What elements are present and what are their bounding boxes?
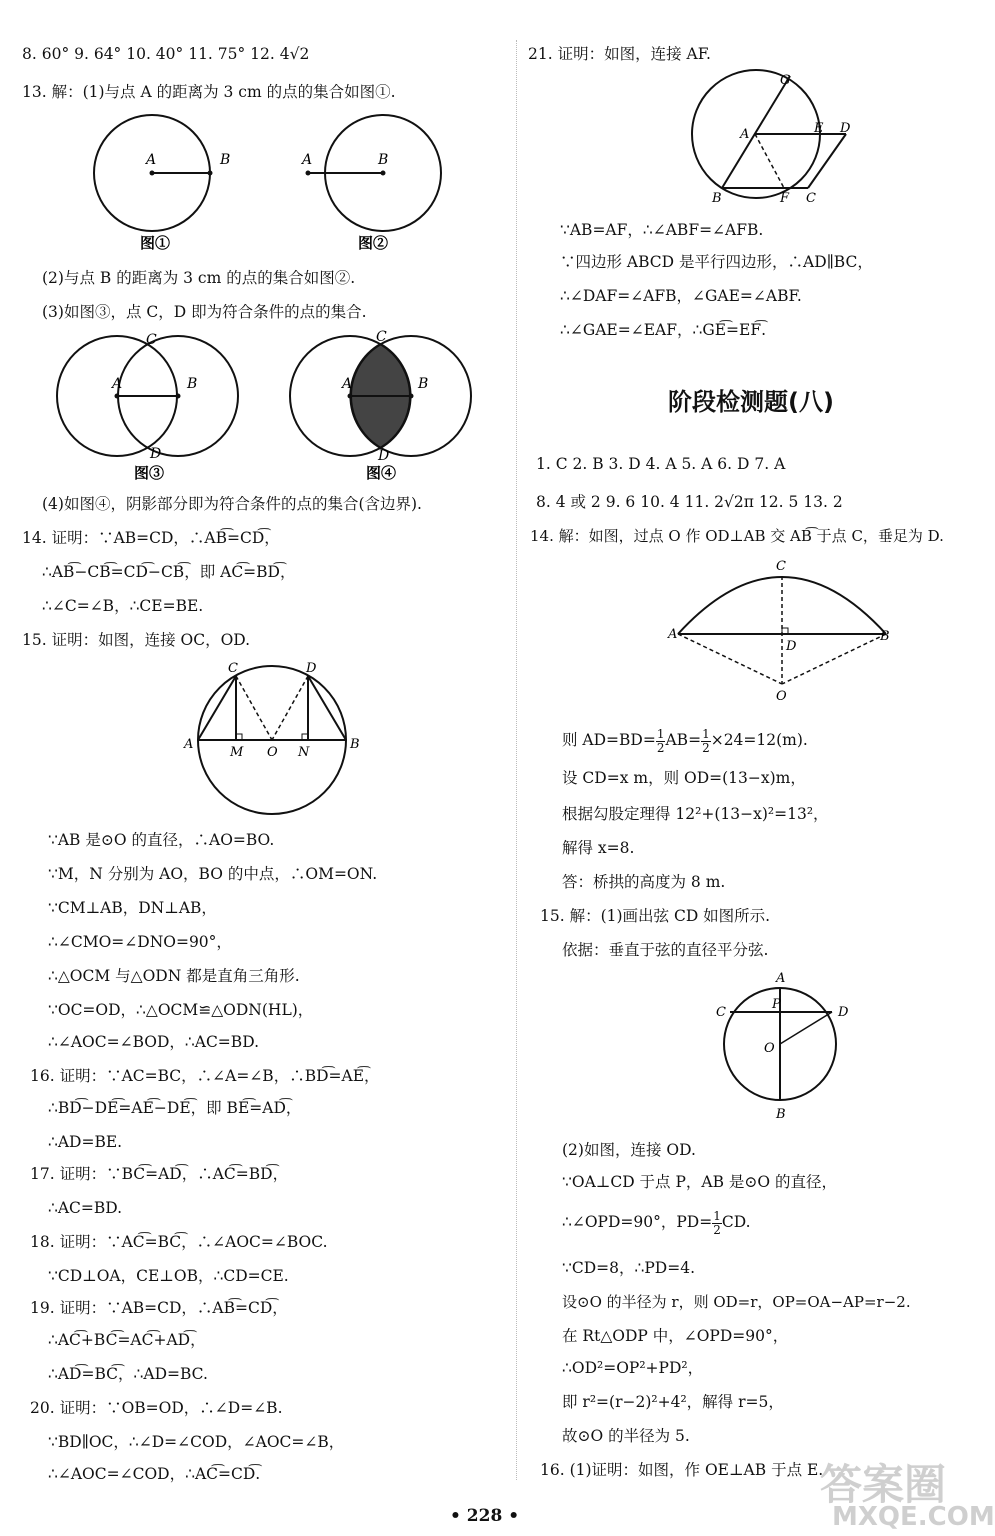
q19-line3: ∴AD͡=BC͡，∴AD=BC. (48, 1365, 208, 1383)
s15-line2: 依据：垂直于弦的直径平分弦. (562, 941, 769, 959)
figure-3-4 (50, 326, 490, 486)
q15-line3: ∵M，N 分别为 AO，BO 的中点，∴OM=ON. (48, 865, 378, 883)
s15-line7: 设⊙O 的半径为 r，则 OD=r，OP=OA−AP=r−2. (562, 1293, 911, 1311)
q18-line1: 18. 证明：∵AC͡=BC͡，∴∠AOC=∠BOC. (30, 1233, 328, 1251)
s15-line10: 即 r²=(r−2)²+4²，解得 r=5， (562, 1393, 784, 1411)
s14-line6: 答：桥拱的高度为 8 m. (562, 873, 726, 891)
s14-line4: 根据勾股定理得 12²+(13−x)²=13²， (562, 805, 829, 823)
q15-label-N: N (298, 745, 310, 760)
s15-label-A: A (776, 971, 786, 986)
q14-line3: ∴∠C=∠B，∴CE=BE. (42, 597, 204, 615)
fig1-caption: 图① (140, 234, 171, 252)
s14-label-C: C (776, 559, 786, 574)
s15-line11: 故⊙O 的半径为 5. (562, 1427, 690, 1445)
answers-8-12: 8. 60° 9. 64° 10. 40° 11. 75° 12. 4√2 (22, 45, 310, 63)
q19-line1: 19. 证明：∵AB=CD，∴AB͡=CD͡， (30, 1299, 288, 1317)
fig3-label-A: A (112, 376, 123, 392)
q15-line4: ∵CM⊥AB，DN⊥AB， (48, 899, 217, 917)
s14-line5: 解得 x=8. (562, 839, 635, 857)
q15-line5: ∴∠CMO=∠DNO=90°， (48, 933, 232, 951)
fig4-label-C: C (376, 329, 387, 345)
s14-line2-c: ×24=12(m). (710, 731, 808, 749)
watermark-logo: 答案圈 (820, 1460, 947, 1509)
s16-line1: 16. (1)证明：如图，作 OE⊥AB 于点 E. (540, 1461, 824, 1479)
q17-line1: 17. 证明：∵BC͡=AD͡，∴AC͡=BD͡， (30, 1165, 289, 1183)
q21-label-C: C (806, 191, 816, 206)
s14-label-D: D (786, 639, 797, 654)
q13-part4: (4)如图④，阴影部分即为符合条件的点的集合(含边界). (42, 495, 422, 513)
watermark-url: MXQE.COM (832, 1502, 995, 1532)
q21-label-B: B (712, 191, 722, 206)
fig4-label-B: B (418, 376, 429, 392)
figure-q15 (180, 654, 370, 820)
s14-label-B: B (880, 629, 890, 644)
figure-s15 (710, 966, 860, 1126)
q13-part1: 13. 解：(1)与点 A 的距离为 3 cm 的点的集合如图①. (22, 83, 396, 101)
q14-line2: ∴AB͡−CB͡=CD͡−CB͡，即 AC͡=BD͡， (42, 563, 296, 581)
q15-line1: 15. 证明：如图，连接 OC，OD. (22, 631, 251, 649)
q21-label-D: D (840, 121, 851, 136)
q16-line1: 16. 证明：∵AC=BC，∴∠A=∠B，∴BD͡=AE͡， (30, 1067, 380, 1085)
q16-line3: ∴AD=BE. (48, 1133, 123, 1151)
fraction-half: $\frac{1}{2}$ (656, 726, 665, 755)
q18-line2: ∵CD⊥OA，CE⊥OB，∴CD=CE. (48, 1267, 289, 1285)
fraction-half-2: $\frac{1}{2}$ (702, 726, 710, 755)
q21-label-A: A (740, 127, 750, 142)
s14-label-A: A (668, 627, 678, 642)
q14-line1: 14. 证明：∵AB=CD，∴AB͡=CD͡， (22, 529, 280, 547)
q15-label-D: D (306, 661, 317, 676)
q21-label-G: G (780, 73, 791, 88)
q21-label-F: F (780, 191, 790, 206)
fraction-half-3: $\frac{1}{2}$ (713, 1208, 721, 1237)
s15-line5-b: CD. (721, 1213, 751, 1231)
q16-line2: ∴BD͡−DE͡=AE͡−DE͡，即 BE͡=AD͡， (48, 1099, 302, 1117)
fig4-label-A: A (342, 376, 353, 392)
fig3-caption: 图③ (134, 464, 165, 482)
s14-line2-a: 则 AD=BD= (562, 731, 656, 749)
s15-line5-a: ∴∠OPD=90°，PD= (562, 1213, 713, 1231)
answers-1-7: 1. C 2. B 3. D 4. A 5. A 6. D 7. A (536, 455, 786, 473)
q13-part2: (2)与点 B 的距离为 3 cm 的点的集合如图②. (42, 269, 356, 287)
q20-line2: ∵BD∥OC，∴∠D=∠COD，∠AOC=∠B， (48, 1433, 345, 1451)
s15-label-B: B (776, 1107, 786, 1122)
q15-label-O: O (267, 745, 278, 760)
s15-line1: 15. 解：(1)画出弦 CD 如图所示. (540, 907, 771, 925)
s14-label-O: O (776, 689, 787, 704)
fig3-label-D: D (150, 446, 162, 462)
label-B: B (220, 152, 231, 168)
q20-line3: ∴∠AOC=∠COD，∴AC͡=CD͡. (48, 1465, 261, 1483)
fig4-label-D: D (378, 448, 390, 464)
s15-line4: ∵OA⊥CD 于点 P，AB 是⊙O 的直径， (562, 1173, 838, 1191)
s15-line8: 在 Rt△ODP 中，∠OPD=90°， (562, 1327, 789, 1345)
q17-line2: ∴AC=BD. (48, 1199, 123, 1217)
q20-line1: 20. 证明：∵OB=OD，∴∠D=∠B. (30, 1399, 283, 1417)
s15-line3: (2)如图，连接 OD. (562, 1141, 696, 1159)
q15-label-A: A (184, 737, 194, 752)
answers-8-13: 8. 4 或 2 9. 6 10. 4 11. 2√2π 12. 5 13. 2 (536, 493, 843, 511)
fig3-label-C: C (146, 332, 157, 348)
fig2-caption: 图② (358, 234, 389, 252)
s15-label-C: C (716, 1005, 726, 1020)
q15-line7: ∵OC=OD，∴△OCM≌△ODN(HL)， (48, 1001, 314, 1019)
q21-line3: ∵四边形 ABCD 是平行四边形，∴AD∥BC， (560, 253, 873, 271)
label-A2: A (302, 152, 313, 168)
figure-1-2 (80, 108, 460, 258)
q21-line1: 21. 证明：如图，连接 AF. (528, 45, 711, 63)
figure-q21 (680, 66, 880, 216)
s14-line2-b: AB= (665, 731, 702, 749)
s15-label-O: O (764, 1041, 775, 1056)
s14-line1: 14. 解：如图，过点 O 作 OD⊥AB 交 AB͡ 于点 C，垂足为 D. (530, 527, 944, 545)
s15-line9: ∴OD²=OP²+PD²， (562, 1359, 704, 1377)
label-A: A (146, 152, 157, 168)
fig4-caption: 图④ (366, 464, 397, 482)
q15-line6: ∴△OCM 与△ODN 都是直角三角形. (48, 967, 300, 985)
label-B2: B (378, 152, 389, 168)
s14-line3: 设 CD=x m，则 OD=(13−x)m， (562, 769, 806, 787)
s15-label-D: D (838, 1005, 849, 1020)
q21-line4: ∴∠DAF=∠AFB，∠GAE=∠ABF. (560, 287, 802, 305)
q15-line8: ∴∠AOC=∠BOD，∴AC=BD. (48, 1033, 259, 1051)
q21-line2: ∵AB=AF，∴∠ABF=∠AFB. (560, 221, 764, 239)
page-number: • 228 • (450, 1506, 520, 1526)
fig3-label-B: B (187, 376, 198, 392)
q15-line2: ∵AB 是⊙O 的直径，∴AO=BO. (48, 831, 275, 849)
q15-label-M: M (230, 745, 244, 760)
column-divider (516, 40, 517, 1480)
q15-label-C: C (228, 661, 238, 676)
q15-label-B: B (350, 737, 360, 752)
q19-line2: ∴AC͡+BC͡=AC͡+AD͡， (48, 1331, 206, 1349)
s14-line2 (562, 724, 808, 756)
q13-part3: (3)如图③，点 C，D 即为符合条件的点的集合. (42, 303, 367, 321)
s15-label-P: P (772, 997, 781, 1012)
q21-label-E: E (814, 121, 824, 136)
section-title: 阶段检测题(八) (668, 388, 834, 416)
s15-line6: ∵CD=8，∴PD=4. (562, 1259, 695, 1277)
s15-line5 (562, 1206, 751, 1238)
figure-s14 (664, 554, 904, 704)
q21-line5: ∴∠GAE=∠EAF，∴GE͡=EF͡. (560, 321, 767, 339)
